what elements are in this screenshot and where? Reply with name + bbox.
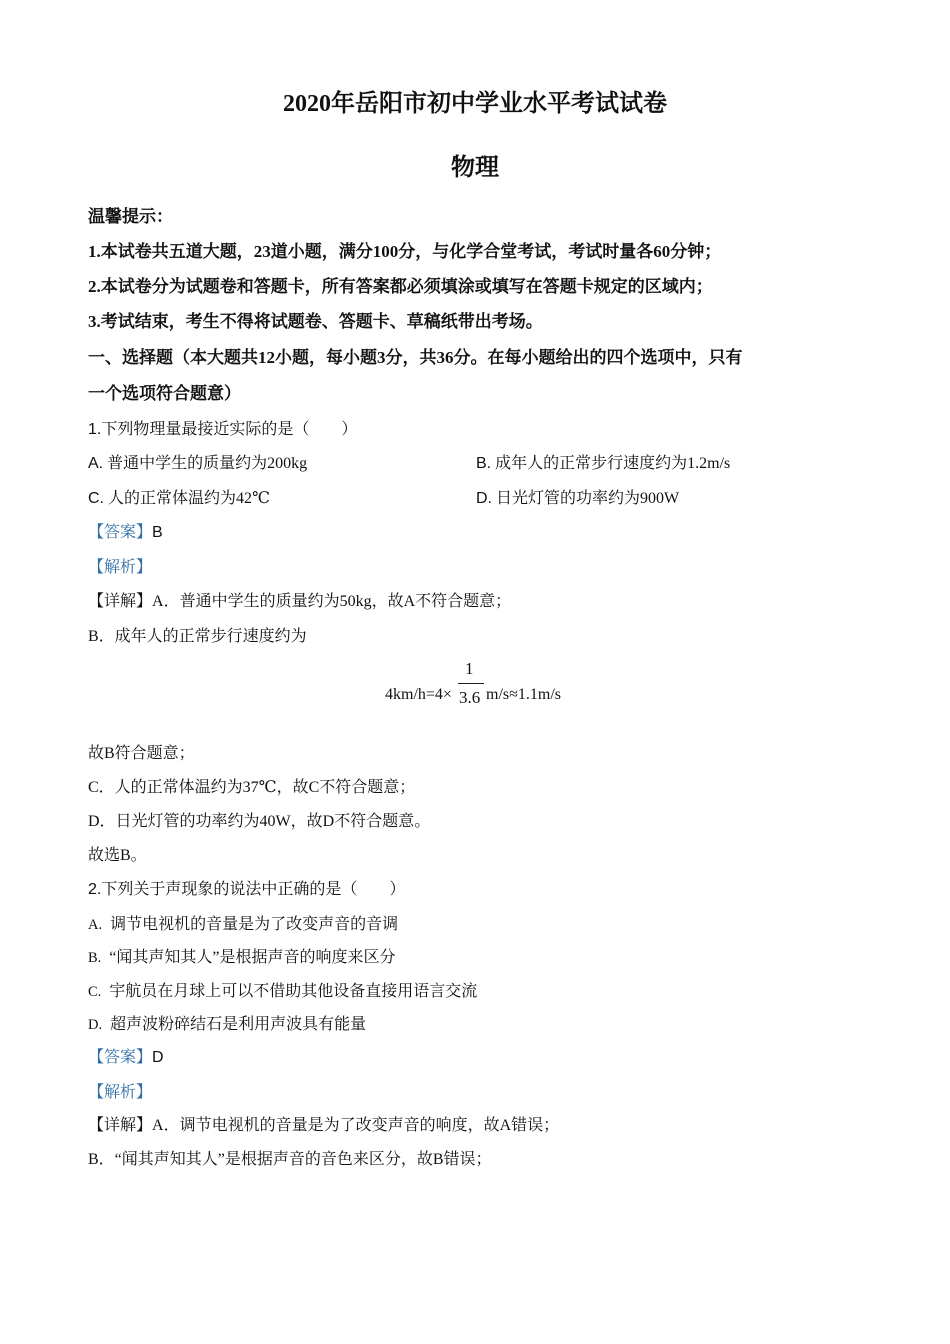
q1-detail-b2: 故B符合题意； [88, 745, 195, 762]
option-letter: B. [88, 950, 102, 966]
detail-text: A．普通中学生的质量约为50kg，故A不符合题意； [152, 593, 512, 610]
option-letter: B. [476, 455, 492, 472]
option-text: “闻其声知其人”是根据声音的响度来区分 [109, 949, 396, 966]
option-letter: D. [88, 1017, 103, 1033]
answer-label: 【答案】 [88, 1049, 153, 1066]
q2-detail-a [88, 1114, 862, 1138]
q1-answer [88, 521, 862, 545]
q2-analysis-label: 【解析】 [88, 1084, 153, 1101]
q2-option-b [88, 946, 862, 970]
question-1-text: 1.下列物理量最接近实际的是（ ） [88, 421, 358, 438]
tip-item: 3.考试结束，考生不得将试题卷、答题卡、草稿纸带出考场。 [88, 312, 543, 331]
answer-value: B [152, 524, 163, 541]
q1-analysis-label: 【解析】 [88, 559, 153, 576]
formula-numerator: 1 [465, 659, 474, 678]
q1-option-b [476, 452, 730, 476]
answer-value: D [152, 1049, 164, 1066]
option-text: 超声波粉碎结石是利用声波具有能量 [110, 1016, 367, 1033]
subject-title: 物理 [451, 155, 499, 181]
option-letter: C. [88, 490, 104, 507]
q2-option-c [88, 980, 862, 1004]
question-2-stem [88, 878, 862, 902]
q1-detail-c: C．人的正常体温约为37℃，故C不符合题意； [88, 779, 416, 796]
q1-conclusion: 故选B。 [88, 847, 147, 864]
tip-item: 1.本试卷共五道大题，23道小题，满分100分，与化学合堂考试，考试时量各60分钟； [88, 242, 722, 261]
q1-detail-a [88, 590, 862, 614]
option-text: 宇航员在月球上可以不借助其他设备直接用语言交流 [109, 983, 478, 1000]
detail-label: 【详解】 [88, 593, 153, 610]
option-letter: A. [88, 455, 104, 472]
detail-label: 【详解】 [88, 1117, 153, 1134]
q1-detail-b: B．成年人的正常步行速度约为 [88, 628, 307, 645]
q1-option-a [88, 452, 862, 476]
q2-answer [88, 1046, 862, 1070]
q2-option-a [88, 913, 862, 937]
q1-option-d [476, 487, 679, 511]
formula-denominator: 3.6 [459, 688, 481, 707]
q2-option-d [88, 1013, 862, 1037]
option-text: 成年人的正常步行速度约为1.2m/s [495, 455, 731, 472]
fraction-bar [458, 683, 484, 684]
q2-detail-b: B．“闻其声知其人”是根据声音的音色来区分，故B错误； [88, 1151, 492, 1168]
section-heading: 一、选择题（本大题共12小题，每小题3分，共36分。在每小题给出的四个选项中，只有 [88, 348, 743, 367]
formula-left: 4km/h=4× [385, 686, 452, 703]
q1-detail-d: D．日光灯管的功率约为40W，故D不符合题意。 [88, 813, 431, 830]
answer-label: 【答案】 [88, 524, 153, 541]
option-text: 人的正常体温约为42℃ [108, 490, 270, 507]
option-text: 日光灯管的功率约为900W [496, 490, 680, 507]
option-text: 调节电视机的音量是为了改变声音的音调 [110, 916, 399, 933]
option-text: 普通中学生的质量约为200kg [107, 455, 308, 472]
tips-heading: 温馨提示： [88, 207, 173, 226]
question-1-stem [88, 418, 862, 442]
formula-right: m/s≈1.1m/s [486, 686, 562, 703]
option-letter: C. [88, 984, 102, 1000]
exam-title: 2020年岳阳市初中学业水平考试试卷 [283, 91, 667, 117]
option-letter: D. [476, 490, 492, 507]
detail-text: A．调节电视机的音量是为了改变声音的响度，故A错误； [152, 1117, 560, 1134]
question-2-text: 2.下列关于声现象的说法中正确的是（ ） [88, 881, 406, 898]
tip-item: 2.本试卷分为试题卷和答题卡，所有答案都必须填涂或填写在答题卡规定的区域内； [88, 277, 713, 296]
q1-option-c [88, 487, 862, 511]
section-heading-cont: 一个选项符合题意） [88, 384, 241, 403]
option-letter: A. [88, 917, 103, 933]
